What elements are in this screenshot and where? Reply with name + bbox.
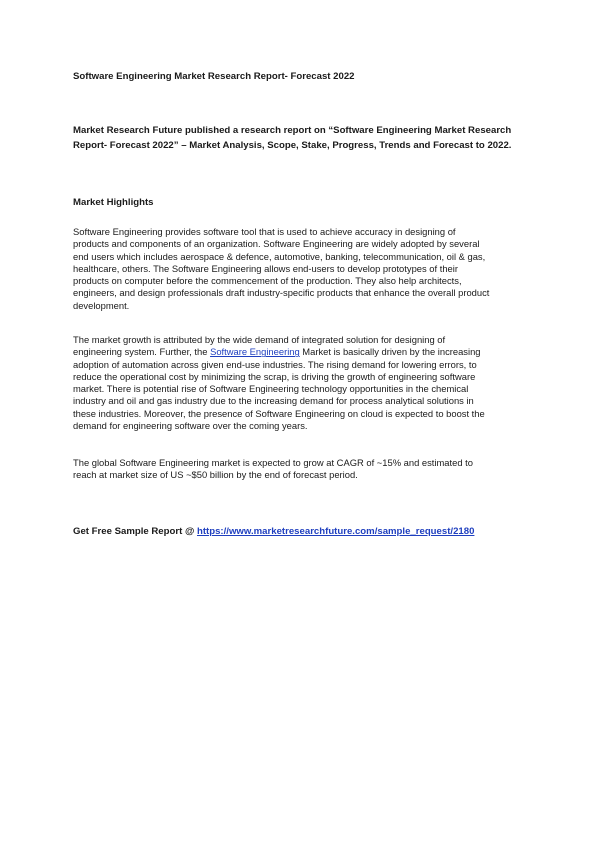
text-line: products and components of an organization. Software Engineering are widely adopted by several: [73, 238, 480, 250]
text-line: industry and oil and gas industry due to the increasing demand for process analytical solutions in: [73, 395, 474, 407]
text-line-with-link: [73, 346, 543, 358]
text-line: engineers, and design professionals draft industry-specific products that enhance the overall product: [73, 287, 490, 299]
cta-label: Get Free Sample Report @: [73, 526, 197, 537]
paragraph-growth: [73, 334, 543, 432]
sample-report-cta: [73, 525, 474, 539]
intro-line: Report- Forecast 2022” – Market Analysis, Scope, Stake, Progress, Trends and Forecast to 2022.: [73, 140, 512, 151]
text-line: these industries. Moreover, the presence of Software Engineering on cloud is expected to boost the: [73, 407, 485, 419]
sample-request-link[interactable]: https://www.marketresearchfuture.com/sample_request/2180: [196, 526, 475, 537]
text-line: development.: [73, 299, 130, 311]
paragraph-overview: [73, 226, 543, 312]
text-line: The market growth is attributed by the wide demand of integrated solution for designing of: [73, 334, 446, 345]
text-line: end users which includes aerospace & defence, automotive, banking, telecommunication, oil & gas,: [73, 250, 486, 262]
intro-line: Market Research Future published a research report on “Software Engineering Market Research: [73, 125, 512, 136]
text-line: products on computer before the commencement of the production. They also help architects,: [73, 275, 462, 287]
text-line: demand for engineering software over the coming years.: [73, 420, 308, 432]
text-segment: engineering system. Further, the: [73, 346, 211, 358]
text-line: reduce the operational cost by minimizing the scrap, is driving the growth of engineering software: [73, 370, 476, 382]
software-engineering-link[interactable]: Software Engineering: [210, 346, 300, 358]
paragraph-forecast: [73, 457, 543, 482]
intro-paragraph: [73, 123, 533, 153]
text-line: adoption of automation across given end-use industries. The rising demand for lowering errors, to: [73, 358, 477, 370]
text-line: healthcare, others. The Software Engineering allows end-users to develop prototypes of their: [73, 262, 458, 274]
report-title: Software Engineering Market Research Report- Forecast 2022: [73, 71, 355, 82]
text-line: Software Engineering provides software tool that is used to achieve accuracy in designing of: [73, 226, 456, 237]
text-line: The global Software Engineering market is expected to grow at CAGR of ~15% and estimated to: [73, 457, 473, 468]
market-highlights-heading: Market Highlights: [73, 197, 154, 208]
text-line: reach at market size of US ~$50 billion by the end of forecast period.: [73, 469, 358, 481]
text-segment: Market is basically driven by the increasing: [299, 346, 481, 358]
text-line: market. There is potential rise of Software Engineering technology opportunities in the chemical: [73, 383, 469, 395]
